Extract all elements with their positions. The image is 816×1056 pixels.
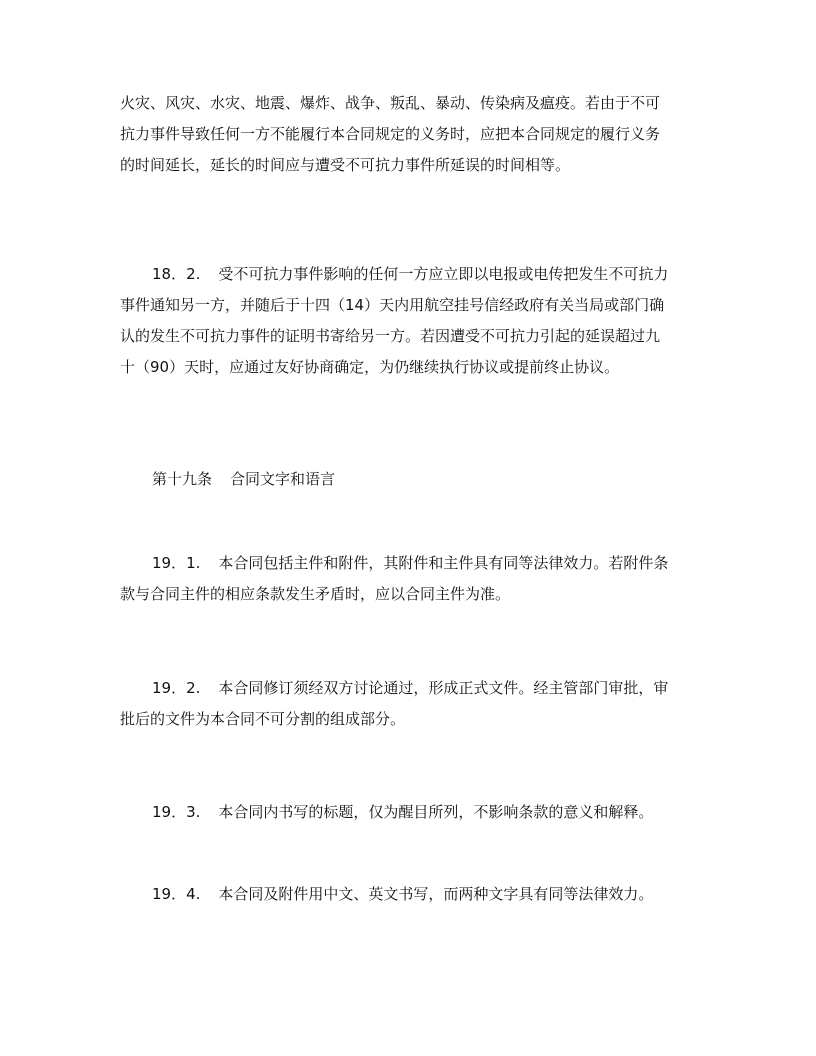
paragraph-18-2 (120, 259, 700, 383)
text-line: 火灾、风灾、水灾、地震、爆炸、战争、叛乱、暴动、传染病及瘟疫。若由于不可 (120, 94, 661, 112)
text-line: 本合同及附件用中文、英文书写，而两种文字具有同等法律效力。 (218, 885, 654, 903)
text-line: 批后的文件为本合同不可分割的组成部分。 (120, 710, 406, 728)
clause-number: 19．4. (152, 885, 201, 903)
paragraph-18-1-continuation (120, 88, 700, 181)
clause-number: 19．3. (152, 803, 201, 821)
text-line: 本合同包括主件和附件，其附件和主件具有同等法律效力。若附件条 (218, 554, 669, 572)
text-line: 的时间延长，延长的时间应与遭受不可抗力事件所延误的时间相等。 (120, 156, 571, 174)
text-line: 本合同内书写的标题，仅为醒目所列，不影响条款的意义和解释。 (218, 803, 654, 821)
paragraph-19-1 (120, 548, 700, 610)
clause-number: 19．1. (152, 554, 201, 572)
paragraph-19-2 (120, 673, 700, 735)
text-line: 本合同修订须经双方讨论通过，形成正式文件。经主管部门审批，审 (218, 679, 669, 697)
article-19-heading (120, 464, 700, 495)
text-line: 抗力事件导致任何一方不能履行本合同规定的义务时，应把本合同规定的履行义务 (120, 125, 661, 143)
text-line: 款与合同主件的相应条款发生矛盾时，应以合同主件为准。 (120, 585, 511, 603)
text-line: 事件通知另一方，并随后于十四（14）天内用航空挂号信经政府有关当局或部门确 (120, 296, 665, 314)
article-title: 合同文字和语言 (230, 470, 336, 488)
text-line: 认的发生不可抗力事件的证明书寄给另一方。若因遭受不可抗力引起的延误超过九 (120, 327, 661, 345)
clause-number: 19．2. (152, 679, 201, 697)
article-number: 第十九条 (152, 470, 213, 488)
paragraph-19-4 (120, 879, 700, 910)
text-line: 十（90）天时，应通过友好协商确定，为仍继续执行协议或提前终止协议。 (120, 358, 620, 376)
paragraph-19-3 (120, 797, 700, 828)
clause-number: 18．2. (152, 265, 201, 283)
text-line: 受不可抗力事件影响的任何一方应立即以电报或电传把发生不可抗力 (218, 265, 669, 283)
